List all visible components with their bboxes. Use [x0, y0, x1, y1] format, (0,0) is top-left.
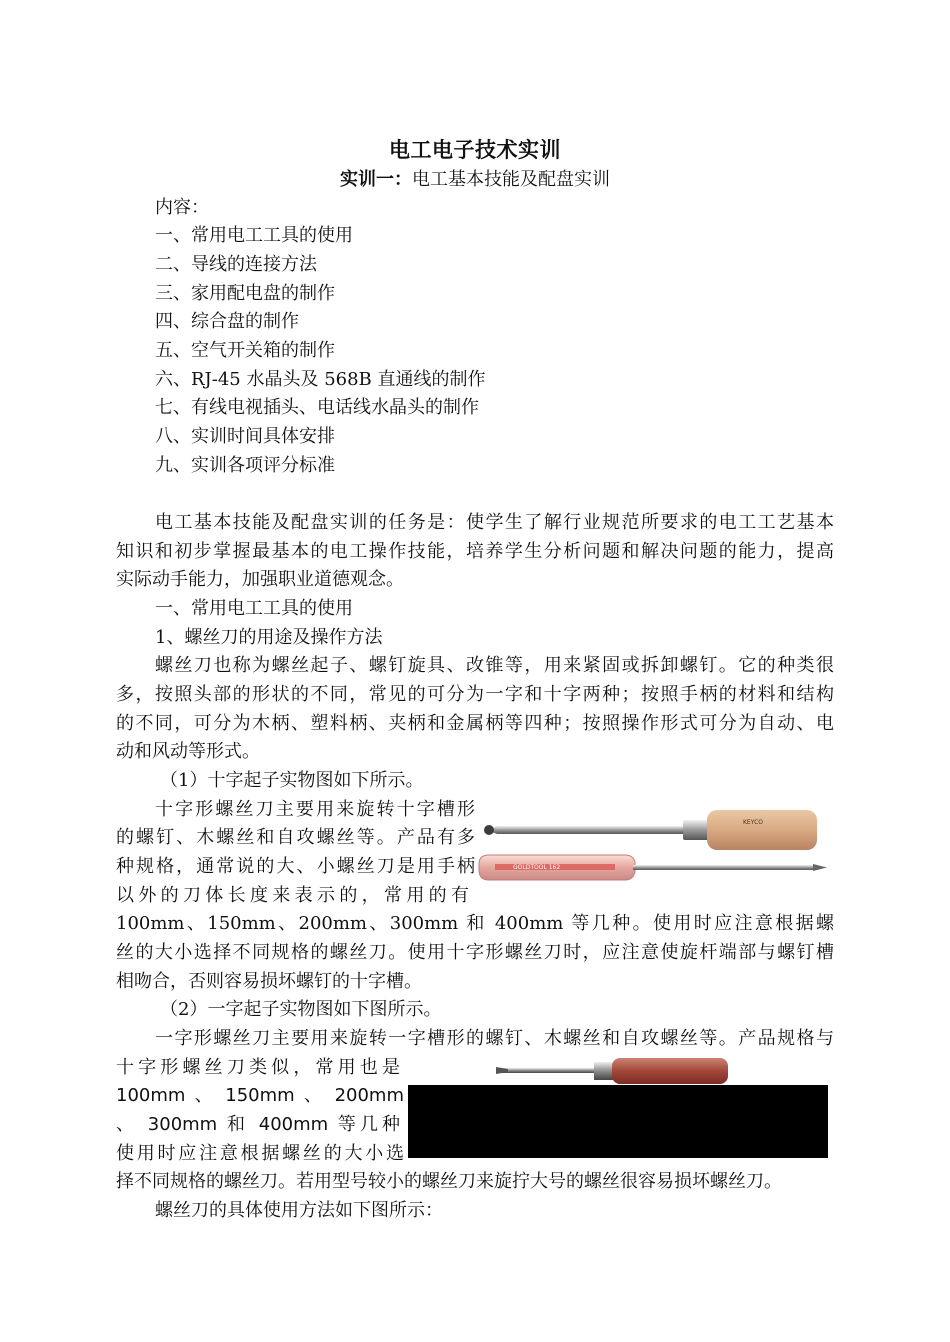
paragraph-line: 择不同规格的螺丝刀。若用型号较小的螺丝刀来旋拧大号的螺丝很容易损坏螺丝刀。: [116, 1171, 782, 1192]
phillips-screwdriver-image: [475, 800, 830, 900]
intro-line: [155, 509, 834, 537]
paragraph-text: 多，按照头部的形状的不同，常见的可分为一字和十字两种；按照手柄的材料和结构: [116, 684, 834, 705]
intro-line: [116, 538, 834, 566]
paragraph-text: 十字形螺丝刀类似，常用也是: [116, 1057, 400, 1078]
paragraph-text: 的螺钉、木螺丝和自攻螺丝等。产品有多: [116, 827, 475, 848]
toc-item: 六、RJ-45 水晶头及 568B 直通线的制作: [155, 369, 486, 390]
toc-item: 七、有线电视插头、电话线水晶头的制作: [155, 397, 479, 418]
paragraph-line: 相吻合，否则容易损坏螺钉的十字槽。: [116, 971, 422, 992]
paragraph-text: 十字形螺丝刀主要用来旋转十字槽形: [155, 799, 475, 820]
paragraph-line: [155, 1025, 834, 1053]
paragraph-line: [116, 1140, 404, 1168]
toc-item: 九、实训各项评分标准: [155, 455, 335, 476]
subtitle-bold: 实训一：: [340, 169, 412, 190]
paragraph-text: 、 300mm 和 400mm 等几种: [116, 1114, 400, 1135]
paragraph-line: [116, 1082, 404, 1110]
paragraph-text: 丝的大小选择不同规格的螺丝刀。使用十字形螺丝刀时，应注意使旋杆端部与螺钉槽: [116, 942, 834, 963]
section-heading: 一、常用电工工具的使用: [155, 598, 353, 619]
toc-item: 二、导线的连接方法: [155, 254, 317, 275]
document-subtitle: [0, 165, 950, 191]
toc-item: 一、常用电工工具的使用: [155, 225, 353, 246]
paragraph-line: 螺丝刀的具体使用方法如下图所示：: [155, 1200, 443, 1221]
paragraph-line: [116, 910, 834, 938]
figure-caption-1: （1）十字起子实物图如下所示。: [160, 770, 424, 791]
paragraph-line: [155, 652, 834, 680]
paragraph-text: 以外的刀体长度来表示的，常用的有: [116, 885, 469, 906]
paragraph-line: [155, 796, 475, 824]
paragraph-line: [116, 1111, 400, 1139]
paragraph-line: [116, 824, 475, 852]
paragraph-text: 使用时应注意根据螺丝的大小选: [116, 1143, 404, 1164]
intro-line: 实际动手能力，加强职业道德观念。: [116, 569, 404, 590]
paragraph-line: 动和风动等形式。: [116, 741, 260, 762]
toc-item: 三、家用配电盘的制作: [155, 283, 335, 304]
redaction-box: [408, 1085, 828, 1158]
pic1-brand-label-2: GOLDTOOL 162: [513, 864, 561, 871]
figure-caption-2: （2）一字起子实物图如下图所示。: [160, 999, 442, 1020]
paragraph-text: 100mm 、 150mm 、 200mm: [116, 1085, 404, 1106]
paragraph-text: 100mm、150mm、200mm、300mm 和 400mm 等几种。使用时应注意根据螺: [116, 913, 834, 934]
toc-item: 五、空气开关箱的制作: [155, 340, 335, 361]
subsection-heading: 1、螺丝刀的用途及操作方法: [155, 627, 383, 648]
paragraph-line: [116, 882, 469, 910]
paragraph-text: 种规格，通常说的大、小螺丝刀是用手柄: [116, 856, 475, 877]
intro-text: 电工基本技能及配盘实训的任务是：使学生了解行业规范所要求的电工工艺基本: [155, 512, 834, 533]
toc-item: 四、综合盘的制作: [155, 311, 299, 332]
document-title: 电工电子技术实训: [389, 137, 561, 162]
subtitle-text: 电工基本技能及配盘实训: [412, 169, 610, 190]
paragraph-text: 的不同，可分为木柄、塑料柄、夹柄和金属柄等四种；按照操作形式可分为自动、电: [116, 713, 834, 734]
paragraph-line: [116, 939, 834, 967]
paragraph-line: [116, 710, 834, 738]
contents-label: 内容：: [155, 197, 209, 218]
pic1-brand-label: KEYCO: [743, 819, 763, 826]
paragraph-text: 一字形螺丝刀主要用来旋转一字槽形的螺钉、木螺丝和自攻螺丝等。产品规格与: [155, 1028, 834, 1049]
paragraph-line: [116, 681, 834, 709]
paragraph-line: [116, 853, 475, 881]
paragraph-line: [116, 1054, 400, 1082]
phillips-screwdriver-drawing: [475, 800, 830, 900]
paragraph-text: 螺丝刀也称为螺丝起子、螺钉旋具、改锥等，用来紧固或拆卸螺钉。它的种类很: [155, 655, 834, 676]
intro-text: 知识和初步掌握最基本的电工操作技能，培养学生分析问题和解决问题的能力，提高: [116, 541, 834, 562]
toc-item: 八、实训时间具体安排: [155, 426, 335, 447]
